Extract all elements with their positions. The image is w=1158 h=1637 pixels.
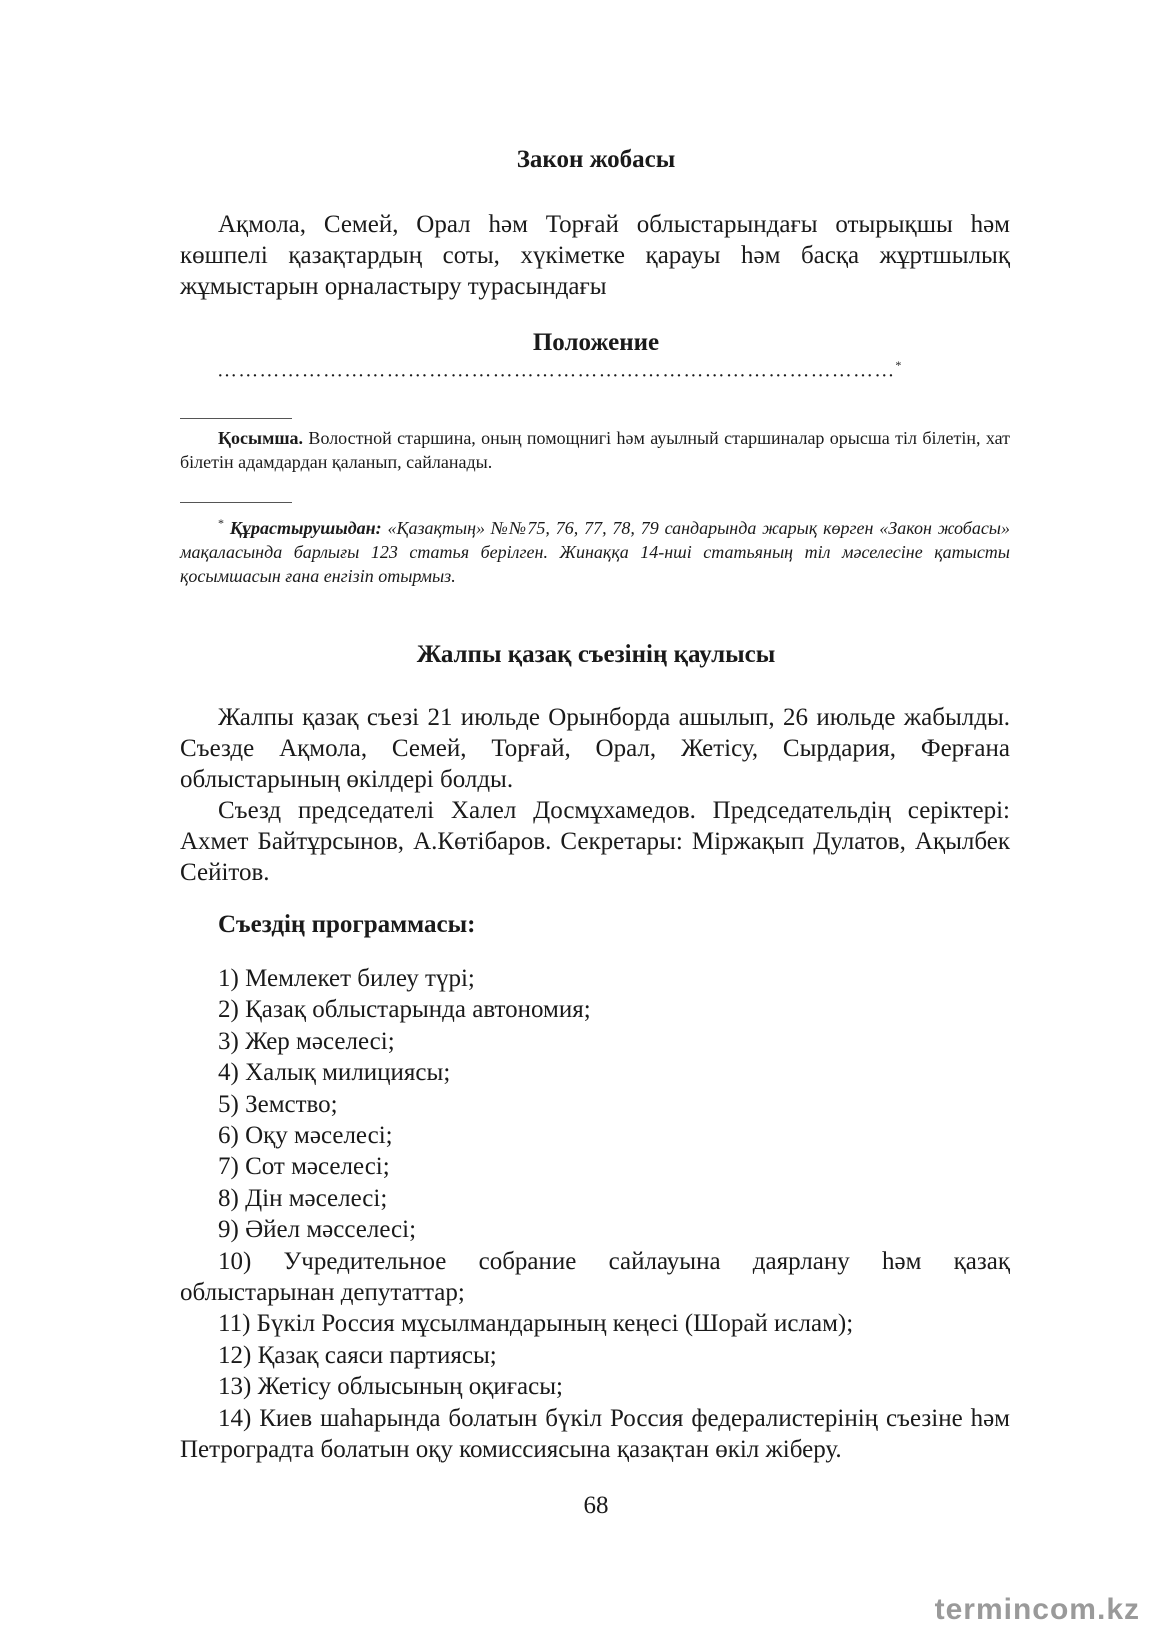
list-item: 12) Қазақ саяси партиясы;	[218, 1341, 497, 1369]
section-title-zakon: Закон жобасы	[516, 146, 676, 173]
list-item: 9) Әйел мәсселесі;	[218, 1216, 417, 1244]
footnote-label: Құрастырушыдан:	[229, 518, 382, 538]
footnote-paragraph	[180, 511, 1010, 588]
footnote-text: «Қазақтың» №№75, 76, 77, 78, 79 сандарында жарық көрген «Закон жобасы» мақаласында барлығы 123 статья берілген. Жинаққа 14-нші статьяның тіл мәселесіне қатысты қосымшасын ғана енгізіп отырмыз.	[180, 518, 1010, 586]
program-heading: Съездің программасы:	[218, 911, 476, 938]
section-title-qaulysy: Жалпы қазақ съезінің қаулысы	[416, 641, 776, 668]
page-number: 68	[583, 1492, 609, 1519]
footnote-mark: *	[218, 516, 224, 530]
divider-line	[180, 418, 292, 419]
list-item: 1) Мемлекет билеу түрі;	[218, 965, 475, 992]
list-item: 2) Қазақ облыстарында автономия;	[218, 996, 591, 1024]
footnote-reference-mark: *	[895, 358, 903, 372]
subtitle-polozhenie: Положение	[532, 329, 660, 356]
congress-paragraph-1: Жалпы қазақ съезі 21 июльде Орынборда ашылып, 26 июльде жабылды. Съезде Ақмола, Семей, Торғай, Орал, Жетісу, Сырдария, Ферғана облыстарының өкілдері болды.	[180, 704, 1010, 793]
list-item: 8) Дін мәселесі;	[218, 1184, 388, 1212]
omission-dots	[217, 358, 903, 383]
list-item: 6) Оқу мәселесі;	[218, 1122, 393, 1150]
program-list	[180, 963, 1010, 1466]
list-item: 14) Киев шаһарында болатын бүкіл Россия федералистерінің съезіне һәм Петроградта болатын оқу комиссиясына қазақтан өкіл жіберу.	[180, 1404, 1010, 1464]
list-item: 10) Учредительное собрание сайлауына даярлану һәм қазақ облыстарынан депутаттар;	[180, 1247, 1010, 1307]
note-label: Қосымша.	[218, 428, 304, 448]
list-item: 5) Земство;	[218, 1090, 338, 1118]
watermark-logo: termincom.kz	[934, 1593, 1140, 1626]
intro-paragraph: Ақмола, Семей, Орал һәм Торғай облыстарындағы отырықшы һәм көшпелі қазақтардың соты, хүкіметке қарауы һәм басқа жұртшылық жұмыстарын орналастыру турасындағы	[180, 211, 1010, 300]
note-paragraph	[180, 426, 1010, 474]
list-item: 11) Бүкіл Россия мұсылмандарының кеңесі (Шорай ислам);	[218, 1310, 854, 1338]
list-item: 13) Жетісу облысының оқиғасы;	[218, 1373, 563, 1401]
list-item: 3) Жер мәселесі;	[218, 1027, 395, 1055]
congress-paragraph-2: Съезд председателі Халел Досмұхамедов. Председательдің серіктері: Ахмет Байтұрсынов, А.Көтібаров. Секретары: Міржақып Дулатов, Ақылбек Сейітов.	[180, 797, 1010, 886]
list-item: 4) Халық милициясы;	[218, 1059, 451, 1087]
dots-line: ……………………………………………………………………………………	[217, 359, 896, 382]
note-text: Волостной старшина, оның помощнигі һәм ауылный старшиналар орысша тіл білетін, хат білетін адамдардан қаланып, сайланады.	[180, 428, 1010, 472]
list-item: 7) Сот мәселесі;	[218, 1153, 390, 1181]
footnote-divider	[180, 502, 292, 503]
